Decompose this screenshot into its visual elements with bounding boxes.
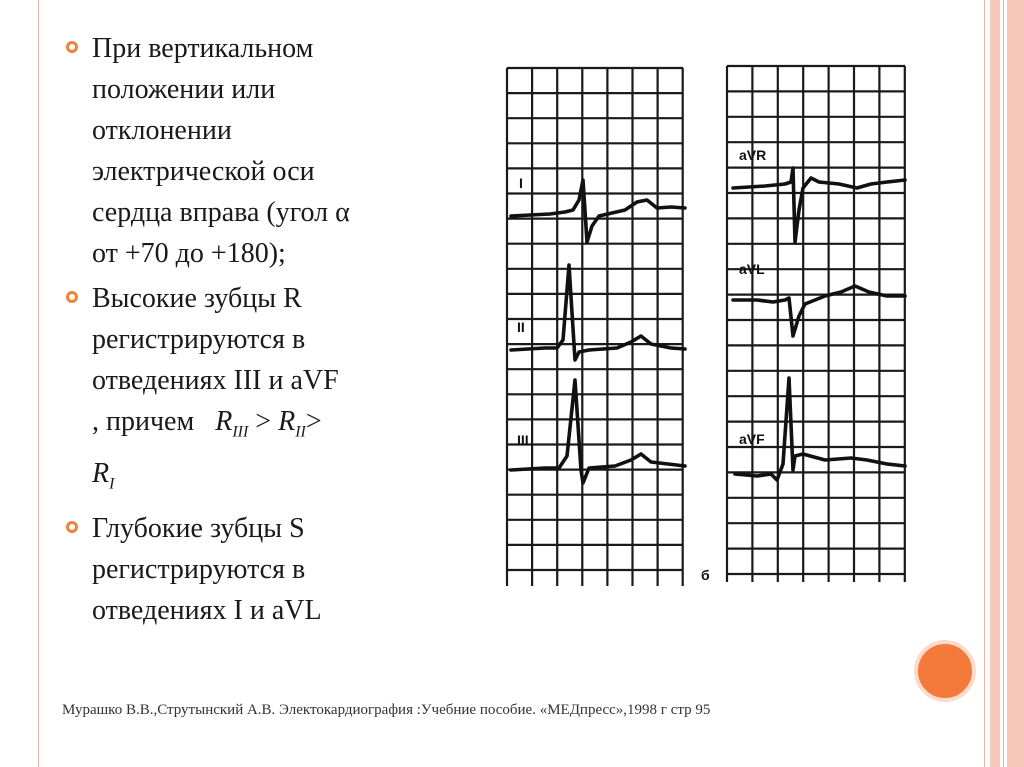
right-decor-stripe-outer bbox=[1007, 0, 1024, 767]
bullet-text-line: Высокие зубцы R bbox=[92, 283, 302, 314]
bullet-text-line: отклонении bbox=[92, 115, 232, 146]
lead-label-avr: aVR bbox=[739, 147, 767, 163]
bullet-item-axis bbox=[62, 28, 482, 274]
formula-gt: > bbox=[255, 406, 272, 437]
ecg-figure bbox=[495, 60, 915, 590]
accent-circle bbox=[914, 640, 976, 702]
bullet-text-line: При вертикальном bbox=[92, 33, 314, 64]
bullet-text-line: электрической оси bbox=[92, 156, 315, 187]
formula-r-ii: $R_{II}$ bbox=[278, 406, 306, 441]
reference-citation: Мурашко В.В.,Струтынский А.В. Электокардиография :Учебние пособие. «МЕДпресс»,1998 г стр 95 bbox=[62, 702, 711, 718]
bullet-dot-icon bbox=[66, 291, 78, 303]
bullet-text-line: отведениях I и aVL bbox=[92, 595, 322, 627]
formula-r-iii: $R_{III}$ bbox=[215, 406, 249, 441]
ecg-grid bbox=[507, 66, 905, 586]
bullet-text-line: Глубокие зубцы S bbox=[92, 513, 305, 545]
ecg-traces bbox=[511, 168, 905, 483]
bullet-text-line: регистрируются в bbox=[92, 324, 306, 355]
lead-label-avl: aVL bbox=[739, 261, 765, 277]
figure-corner-mark: б bbox=[701, 567, 710, 583]
bullet-dot-icon bbox=[66, 521, 78, 533]
bullet-item-s-waves bbox=[62, 508, 482, 631]
bullet-text-line: сердца вправа (угол α bbox=[92, 197, 350, 228]
trace-lead-i bbox=[511, 180, 685, 242]
bullet-text-line: положении или bbox=[92, 74, 276, 105]
lead-label-i: I bbox=[519, 175, 523, 191]
right-decor-stripe bbox=[990, 0, 1000, 767]
bullet-item-r-waves bbox=[62, 278, 482, 504]
formula-gt: > bbox=[305, 406, 322, 437]
bullet-text-line: от +70 до +180); bbox=[92, 238, 286, 269]
formula-line bbox=[92, 453, 482, 505]
lead-label-ii: II bbox=[517, 319, 525, 335]
trace-lead-ii bbox=[511, 265, 685, 360]
trace-lead-iii bbox=[511, 380, 685, 483]
lead-label-iii: III bbox=[517, 432, 529, 448]
bullet-list bbox=[62, 28, 482, 635]
formula-prefix: , причем bbox=[92, 406, 195, 437]
formula-line bbox=[92, 401, 482, 453]
bullet-text-line: регистрируются в bbox=[92, 554, 306, 586]
right-decor-line bbox=[1003, 0, 1004, 767]
bullet-dot-icon bbox=[66, 41, 78, 53]
lead-label-avf: aVF bbox=[739, 431, 765, 447]
formula-r-i: $R_I$ bbox=[92, 457, 115, 493]
bullet-text-line: отведениях III и aVF bbox=[92, 365, 339, 396]
